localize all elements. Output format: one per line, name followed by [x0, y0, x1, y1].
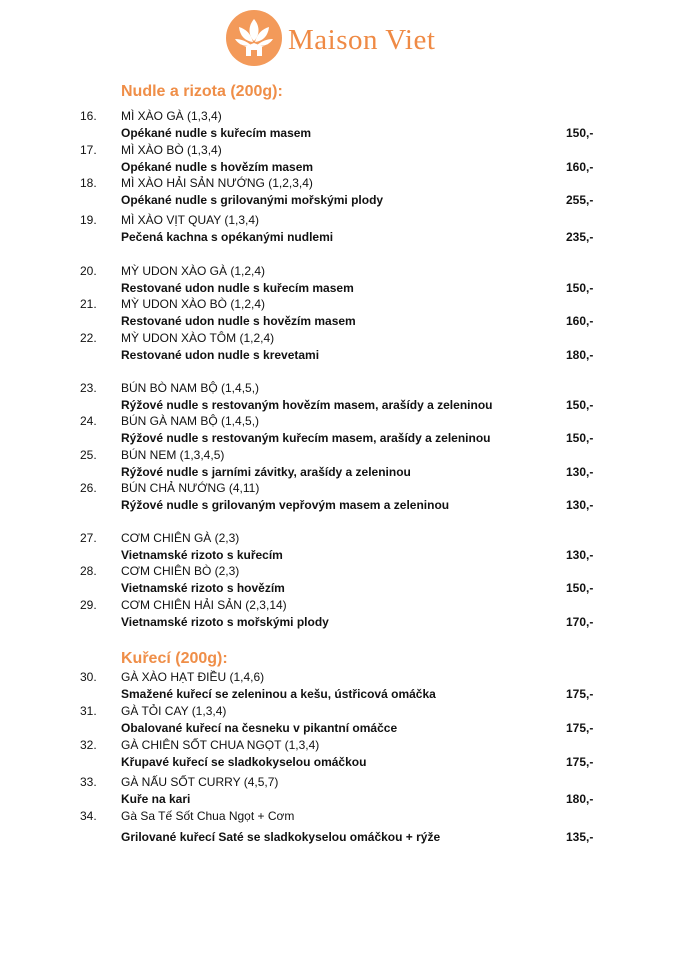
item-price: 150,-: [566, 431, 594, 445]
item-number: 28.: [80, 564, 97, 578]
item-number: 24.: [80, 414, 97, 428]
item-vietnamese-name: MỲ UDON XÀO GÀ (1,2,4): [121, 264, 266, 278]
item-description: Vietnamské rizoto s hovězím: [121, 581, 285, 595]
item-vietnamese-name: MỲ UDON XÀO BÒ (1,2,4): [121, 297, 266, 311]
item-price: 255,-: [566, 193, 594, 207]
section-title-chicken: Kuřecí (200g):: [121, 650, 228, 667]
brand-logo: [226, 10, 462, 70]
item-number: 26.: [80, 481, 97, 495]
item-vietnamese-name: CƠM CHIÊN GÀ (2,3): [121, 531, 240, 545]
item-vietnamese-name: MỲ UDON XÀO TÔM (1,2,4): [121, 331, 275, 345]
item-description: Restované udon nudle s kuřecím masem: [121, 281, 354, 295]
item-vietnamese-name: CƠM CHIÊN BÒ (2,3): [121, 564, 240, 578]
item-number: 22.: [80, 331, 97, 345]
brand-name: Maison Viet: [288, 24, 436, 56]
item-number: 20.: [80, 264, 97, 278]
item-price: 150,-: [566, 126, 594, 140]
item-price: 170,-: [566, 615, 594, 629]
item-number: 31.: [80, 704, 97, 718]
item-vietnamese-name: GÀ CHIÊN SỐT CHUA NGỌT (1,3,4): [121, 738, 320, 752]
item-price: 180,-: [566, 792, 594, 806]
item-number: 23.: [80, 381, 97, 395]
item-description: Opékané nudle s grilovanými mořskými plody: [121, 193, 384, 207]
item-vietnamese-name: BÚN CHẢ NƯỚNG (4,11): [121, 481, 260, 495]
item-price: 130,-: [566, 465, 594, 479]
lotus-house-logo-icon: [226, 10, 282, 66]
item-vietnamese-name: GÀ NẤU SỐT CURRY (4,5,7): [121, 775, 279, 789]
item-vietnamese-name: GÀ TỎI CAY (1,3,4): [121, 704, 227, 718]
item-number: 17.: [80, 143, 97, 157]
item-description: Rýžové nudle s jarními závitky, arašídy a zeleninou: [121, 465, 411, 479]
item-price: 175,-: [566, 721, 594, 735]
item-number: 33.: [80, 775, 97, 789]
item-description: Rýžové nudle s restovaným hovězím masem, arašídy a zeleninou: [121, 398, 493, 412]
item-price: 150,-: [566, 281, 594, 295]
item-description: Rýžové nudle s grilovaným vepřovým masem a zeleninou: [121, 498, 450, 512]
item-description: Opékané nudle s hovězím masem: [121, 160, 314, 174]
item-price: 150,-: [566, 581, 594, 595]
item-number: 19.: [80, 213, 97, 227]
item-price: 235,-: [566, 230, 594, 244]
item-vietnamese-name: MÌ XÀO BÒ (1,3,4): [121, 143, 222, 157]
item-vietnamese-name: MÌ XÀO HẢI SẢN NƯỚNG (1,2,3,4): [121, 176, 313, 190]
item-vietnamese-name: GÀ XÀO HẠT ĐIỀU (1,4,6): [121, 670, 265, 684]
item-description: Vietnamské rizoto s mořskými plody: [121, 615, 329, 629]
item-number: 16.: [80, 109, 97, 123]
item-vietnamese-name: BÚN GÀ NAM BỘ (1,4,5,): [121, 414, 260, 428]
item-number: 30.: [80, 670, 97, 684]
item-vietnamese-name: BÚN NEM (1,3,4,5): [121, 448, 225, 462]
item-number: 25.: [80, 448, 97, 462]
item-price: 175,-: [566, 755, 594, 769]
item-description: Smažené kuřecí se zeleninou a kešu, ústřicová omáčka: [121, 687, 436, 701]
item-description: Restované udon nudle s krevetami: [121, 348, 320, 362]
item-price: 180,-: [566, 348, 594, 362]
item-vietnamese-name: MÌ XÀO VỊT QUAY (1,3,4): [121, 213, 260, 227]
item-price: 130,-: [566, 498, 594, 512]
item-description: Pečená kachna s opékanými nudlemi: [121, 230, 334, 244]
item-description: Kuře na kari: [121, 792, 191, 806]
item-price: 150,-: [566, 398, 594, 412]
item-description: Rýžové nudle s restovaným kuřecím masem, arašídy a zeleninou: [121, 431, 491, 445]
item-vietnamese-name: CƠM CHIÊN HẢI SẢN (2,3,14): [121, 598, 287, 612]
item-price: 160,-: [566, 314, 594, 328]
item-price: 130,-: [566, 548, 594, 562]
item-number: 34.: [80, 809, 97, 823]
item-number: 27.: [80, 531, 97, 545]
item-description: Restované udon nudle s hovězím masem: [121, 314, 356, 328]
item-number: 32.: [80, 738, 97, 752]
item-description: Vietnamské rizoto s kuřecím: [121, 548, 283, 562]
item-description: Grilované kuřecí Saté se sladkokyselou omáčkou + rýže: [121, 830, 441, 844]
item-price: 135,-: [566, 830, 594, 844]
item-vietnamese-name: MÌ XÀO GÀ (1,3,4): [121, 109, 222, 123]
item-description: Křupavé kuřecí se sladkokyselou omáčkou: [121, 755, 367, 769]
item-vietnamese-name: BÚN BÒ NAM BỘ (1,4,5,): [121, 381, 260, 395]
item-price: 160,-: [566, 160, 594, 174]
item-number: 18.: [80, 176, 97, 190]
item-vietnamese-name: Gà Sa Tế Sốt Chua Ngọt + Cơm: [121, 809, 295, 823]
item-description: Opékané nudle s kuřecím masem: [121, 126, 312, 140]
item-description: Obalované kuřecí na česneku v pikantní omáčce: [121, 721, 398, 735]
item-number: 29.: [80, 598, 97, 612]
section-title-noodles: Nudle a rizota (200g):: [121, 83, 283, 100]
item-price: 175,-: [566, 687, 594, 701]
item-number: 21.: [80, 297, 97, 311]
